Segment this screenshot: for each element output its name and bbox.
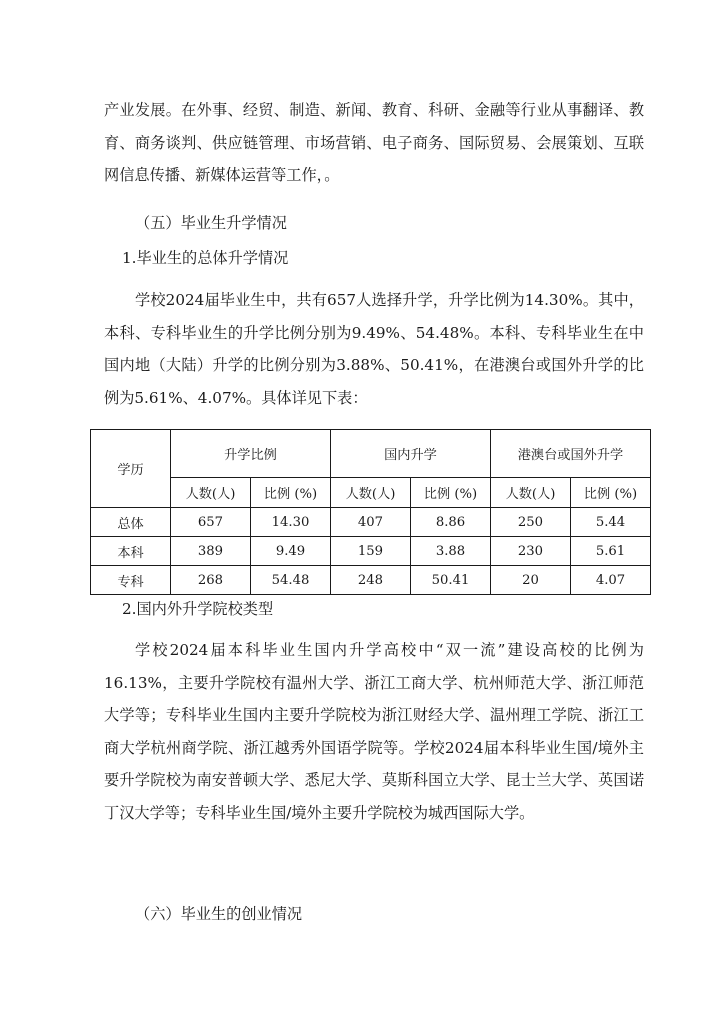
- table-header-row: [91, 430, 651, 478]
- table-row: [91, 537, 651, 566]
- table-cell: 54.48: [251, 566, 331, 595]
- intro-paragraph: 产业发展。在外事、经贸、制造、新闻、教育、科研、金融等行业从事翻译、教育、商务谈判、供应链管理、市场营销、电子商务、国际贸易、会展策划、互联网信息传播、新媒体运营等工作，。: [104, 101, 644, 184]
- subheader-ratio: 比例 (%): [571, 478, 651, 508]
- subheading-overall: 1.毕业生的总体升学情况: [122, 249, 289, 267]
- table-cell: 159: [331, 537, 411, 566]
- table-cell: 389: [171, 537, 251, 566]
- overall-paragraph: 学校2024届毕业生中，共有657人选择升学，升学比例为14.30%。其中，本科、专科毕业生的升学比例分别为9.49%、54.48%。本科、专科毕业生在中国内地（大陆）升学的比例分别为3.88%、50.41%，在港澳台或国外升学的比例为5.61%、4.07%。具体详见下表：: [104, 291, 644, 407]
- subheader-ratio: 比例 (%): [411, 478, 491, 508]
- table-cell: 14.30: [251, 508, 331, 537]
- row-label: 本科: [91, 537, 171, 566]
- row-label: 专科: [91, 566, 171, 595]
- table-cell: 248: [331, 566, 411, 595]
- subheader-count: 人数(人): [331, 478, 411, 508]
- table-cell: 50.41: [411, 566, 491, 595]
- table-cell: 657: [171, 508, 251, 537]
- further-study-table: [90, 429, 651, 595]
- table-cell: 4.07: [571, 566, 651, 595]
- subheader-count: 人数(人): [171, 478, 251, 508]
- table-corner-header: 学历: [91, 430, 171, 508]
- subheader-count: 人数(人): [491, 478, 571, 508]
- table-row: [91, 508, 651, 537]
- table-cell: 9.49: [251, 537, 331, 566]
- table-cell: 5.61: [571, 537, 651, 566]
- group-header-domestic: 国内升学: [331, 430, 491, 478]
- row-label: 总体: [91, 508, 171, 537]
- subheader-ratio: 比例 (%): [251, 478, 331, 508]
- section-heading-6: （六）毕业生的创业情况: [135, 905, 303, 923]
- table-subheader-row: [91, 478, 651, 508]
- group-header-total: 升学比例: [171, 430, 331, 478]
- table-cell: 20: [491, 566, 571, 595]
- table-cell: 230: [491, 537, 571, 566]
- table-cell: 268: [171, 566, 251, 595]
- table-cell: 8.86: [411, 508, 491, 537]
- table-cell: 3.88: [411, 537, 491, 566]
- group-header-abroad: 港澳台或国外升学: [491, 430, 651, 478]
- section-heading-5: （五）毕业生升学情况: [135, 214, 287, 232]
- institutions-paragraph: 学校2024届本科毕业生国内升学高校中“双一流”建设高校的比例为16.13%，主要升学院校有温州大学、浙江工商大学、杭州师范大学、浙江师范大学等；专科毕业生国内主要升学院校为浙江财经大学、温州理工学院、浙江工商大学杭州商学院、浙江越秀外国语学院等。学校2024届本科毕业生国/境外主要升学院校为南安普顿大学、悉尼大学、莫斯科国立大学、昆士兰大学、英国诺丁汉大学等；专科毕业生国/境外主要升学院校为城西国际大学。: [104, 641, 644, 822]
- table-cell: 5.44: [571, 508, 651, 537]
- table-cell: 407: [331, 508, 411, 537]
- subheading-institutions: 2.国内外升学院校类型: [122, 600, 274, 618]
- table-row: [91, 566, 651, 595]
- table-cell: 250: [491, 508, 571, 537]
